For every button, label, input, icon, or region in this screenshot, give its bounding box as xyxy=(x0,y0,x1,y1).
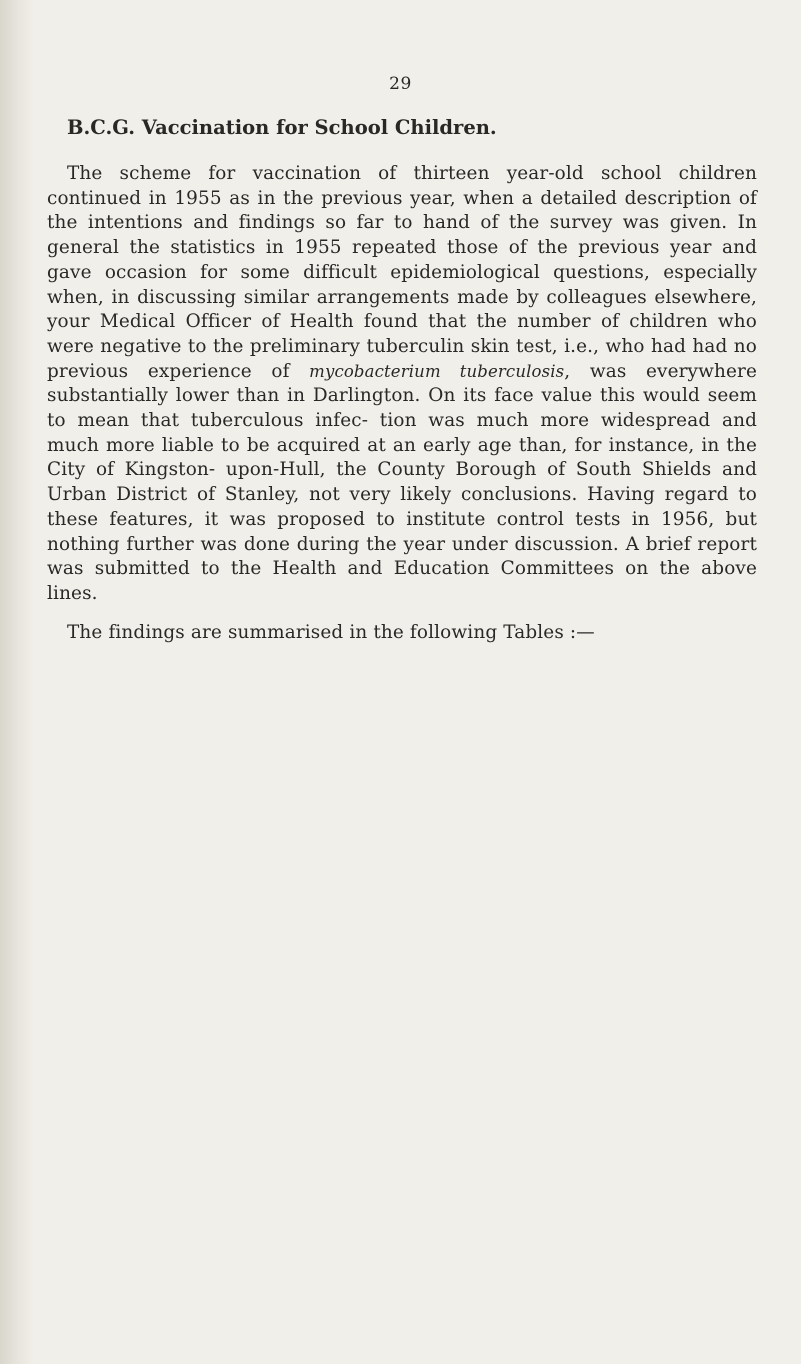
paragraph-scheme xyxy=(47,162,757,607)
page-number: 29 xyxy=(389,74,412,94)
organism-name: mycobacterium tuberculosis xyxy=(309,361,565,381)
paragraph-scheme-text-end: , was everywhere substantially lower than in Darlington. On its face value this would seem to mean that tuberculous infec- tion was much more widespread and much more liable to be acquired at an early age than, for instance, in the City of Kingston- upon-Hull, the County Borough of South Shields and Urban District of Stanley, not very likely conclusions. Having regard to these features, it was proposed to institute control tests in 1956, but nothing further was done during the year under discussion. A brief report was submitted to the Health and Education Committees on the above lines. xyxy=(47,360,757,604)
paragraph-findings: The findings are summarised in the following Tables :— xyxy=(67,621,595,643)
page-edge-shadow xyxy=(0,0,34,1364)
paragraph-scheme-text-start: The scheme for vaccination of thirteen year-old school children continued in 1955 as in the previous year, when a detailed description of the intentions and findings so far to hand of the survey was given. In general the statistics in 1955 repeated those of the previous year and gave occasion for some difficult epidemiological questions, especially when, in discussing similar arrangements made by colleagues elsewhere, your Medical Officer of Health found that the number of children who were negative to the preliminary tuberculin skin test, i.e., who had had no previous experience of xyxy=(47,163,757,382)
section-heading: B.C.G. Vaccination for School Children. xyxy=(67,116,497,139)
body-text xyxy=(47,162,757,645)
